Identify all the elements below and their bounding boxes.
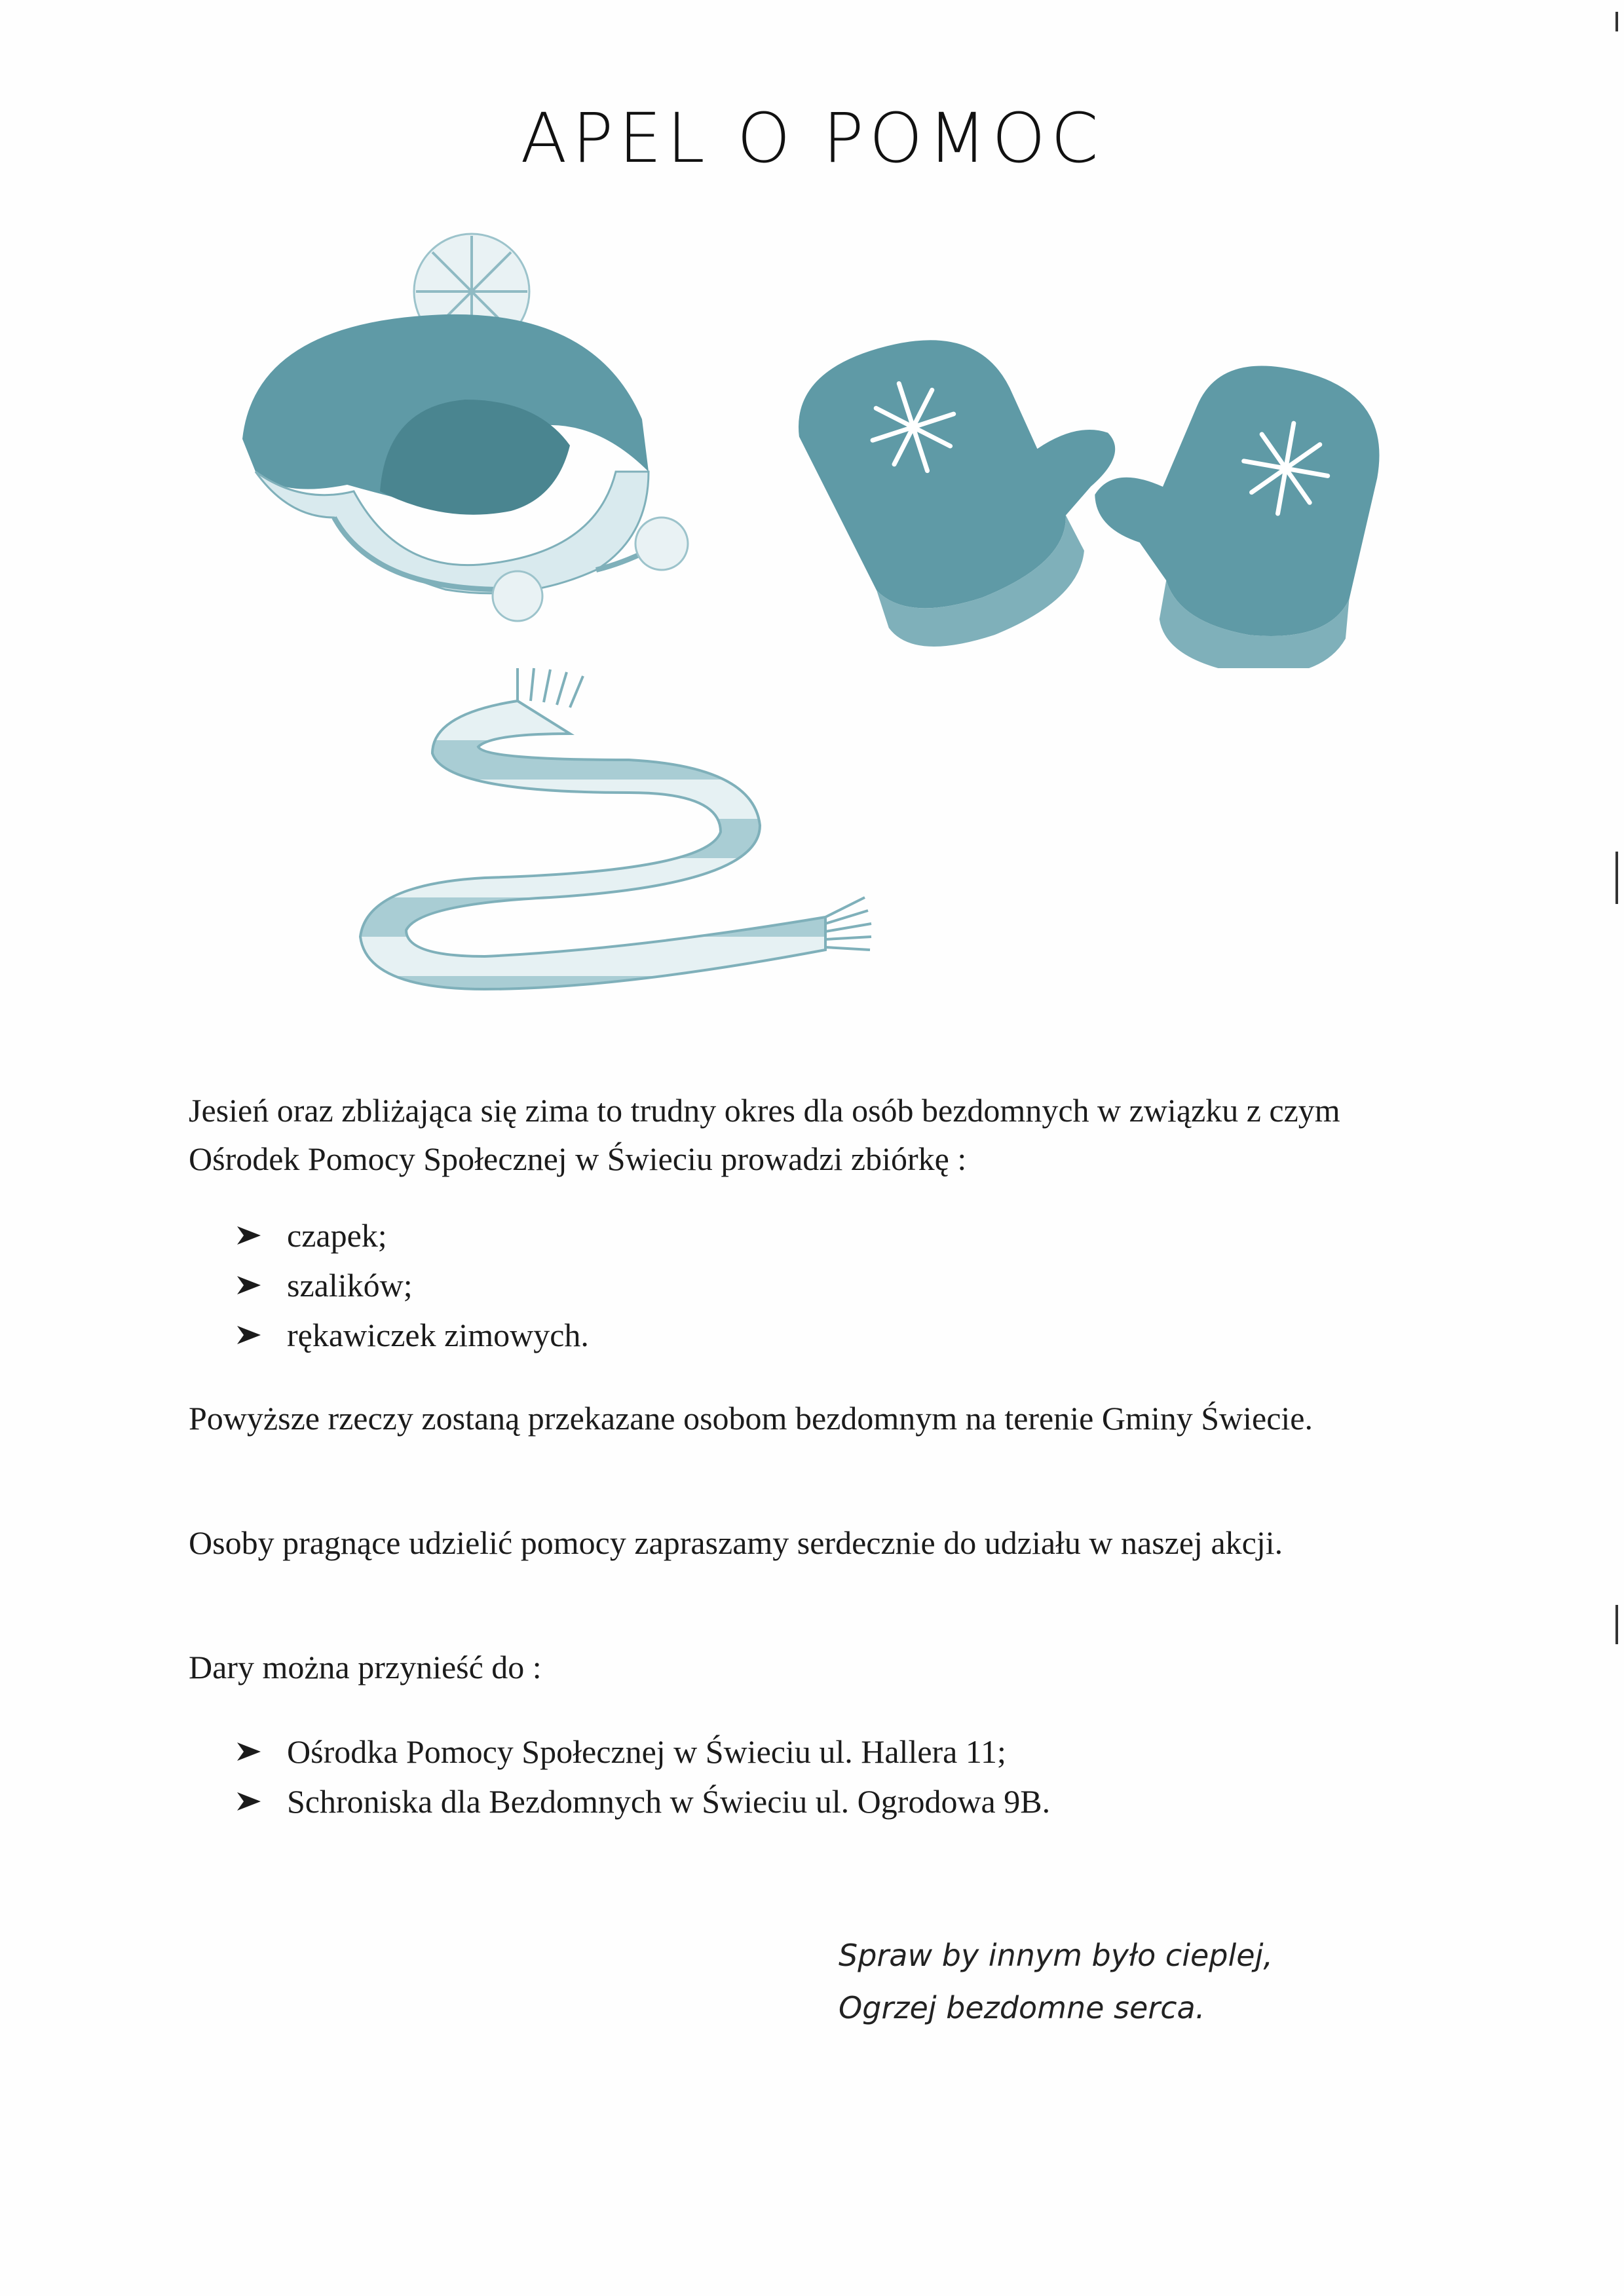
collection-items-list: [236, 1211, 589, 1360]
intro-paragraph: Jesień oraz zbliżająca się zima to trudny okres dla osób bezdomnych w związku z czym Ośrodek Pomocy Społecznej w Świeciu prowadzi zbiórkę :: [189, 1092, 1340, 1177]
list-item-text: rękawiczek zimowych.: [287, 1317, 589, 1353]
arrow-bullet-icon: [236, 1225, 262, 1246]
page-title: APEL O POMOC: [520, 98, 1104, 178]
list-item: [236, 1727, 1050, 1777]
winter-hat-icon: [229, 223, 701, 629]
slogan-line: Spraw by innym było cieplej,: [839, 1938, 1273, 1973]
scan-edge-mark: [1615, 1605, 1618, 1644]
arrow-bullet-icon: [236, 1325, 262, 1346]
mittens-icon: [753, 314, 1395, 668]
scarf-icon: [354, 662, 956, 1015]
dropoff-locations-list: [236, 1727, 1050, 1826]
list-item: [236, 1211, 589, 1260]
arrow-bullet-icon: [236, 1791, 262, 1812]
scan-edge-mark: [1615, 12, 1618, 31]
list-item: [236, 1310, 589, 1360]
dropoff-heading: Dary można przynieść do :: [189, 1649, 542, 1685]
list-item-text: szalików;: [287, 1267, 413, 1304]
arrow-bullet-icon: [236, 1275, 262, 1296]
list-item-text: Schroniska dla Bezdomnych w Świeciu ul. Ogrodowa 9B.: [287, 1783, 1051, 1820]
invitation-paragraph: Osoby pragnące udzielić pomocy zapraszamy serdecznie do udziału w naszej akcji.: [189, 1524, 1283, 1561]
arrow-bullet-icon: [236, 1741, 262, 1762]
scan-edge-mark: [1615, 852, 1618, 904]
list-item-text: czapek;: [287, 1217, 387, 1254]
list-item: [236, 1260, 589, 1310]
list-item-text: Ośrodka Pomocy Społecznej w Świeciu ul. Hallera 11;: [287, 1733, 1006, 1770]
list-item: [236, 1777, 1050, 1826]
slogan-line: Ogrzej bezdomne serca.: [839, 1990, 1205, 2025]
destination-paragraph: Powyższe rzeczy zostaną przekazane osobom bezdomnym na terenie Gminy Świecie.: [189, 1400, 1313, 1437]
